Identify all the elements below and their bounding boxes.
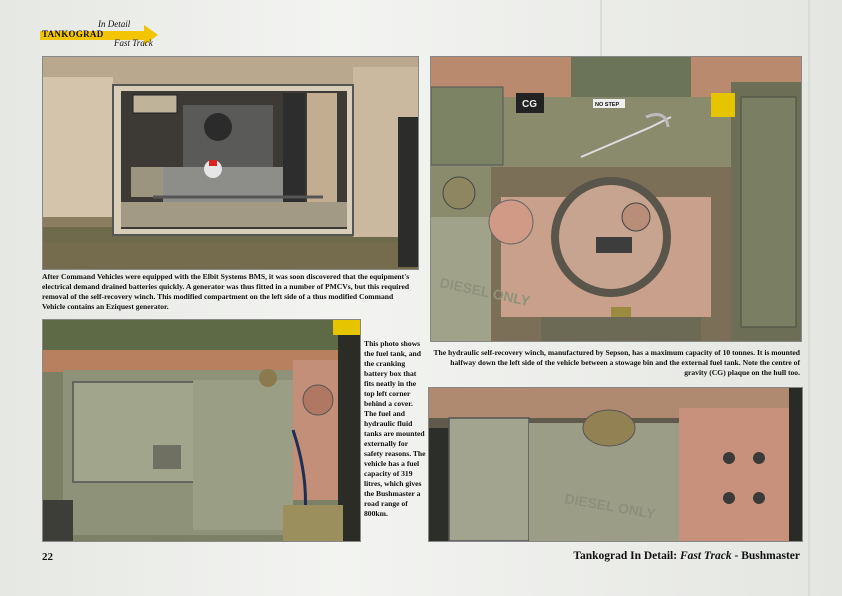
logo-brand: TANKOGRAD bbox=[42, 29, 104, 39]
background-stripe bbox=[808, 0, 810, 596]
footer-separator: - bbox=[734, 550, 739, 562]
caption-fuel-tank: This photo shows the fuel tank, and the cranking battery box that fits neatly in the top left corner behind a cover. The fuel and hydraulic fluid tanks are mounted externally for safety reasons. The vehicle has a fuel capacity of 319 litres, which gives the Bushmaster a road range of 800km. bbox=[364, 339, 426, 518]
fuel-tank-photo-illustration bbox=[43, 320, 360, 541]
winch-photo-illustration bbox=[431, 57, 801, 341]
diesel-stencil-bottom: DIESEL ONLY bbox=[563, 490, 657, 522]
photo-fuel-tank-closeup bbox=[428, 387, 803, 542]
diesel-stencil-right: DIESEL ONLY bbox=[438, 274, 532, 310]
footer-subject: Bushmaster bbox=[741, 550, 800, 562]
logo-line-1: In Detail bbox=[98, 19, 131, 29]
logo-line-2: Fast Track bbox=[114, 38, 153, 48]
caption-generator: After Command Vehicles were equipped with the Elbit Systems BMS, it was soon discovered that the equipment's electrical demand drained batteries quickly. A generator was thus fitted in a number of PMCVs, but this required removal of the self-recovery winch. This modified compartment on the left side of a thus modified Command Vehicle contains an Eziquest generator. bbox=[42, 272, 410, 311]
photo-generator-compartment bbox=[42, 56, 419, 270]
tank-closeup-photo-illustration bbox=[429, 388, 802, 541]
photo-fuel-tank bbox=[42, 319, 361, 542]
cg-plaque-label: CG bbox=[522, 99, 537, 110]
running-footer bbox=[573, 550, 800, 562]
footer-subseries: Fast Track bbox=[679, 550, 732, 562]
photo-self-recovery-winch bbox=[430, 56, 802, 342]
tankograd-logo bbox=[40, 20, 160, 50]
generator-photo-illustration bbox=[43, 57, 418, 269]
caption-winch: The hydraulic self-recovery winch, manufactured by Sepson, has a maximum capacity of 10 tonnes. It is mounted halfway down the left side of the vehicle between a stowage bin and the external fuel tank. Note the centre of gravity (CG) plaque on the hull too. bbox=[433, 348, 800, 377]
no-step-label: NO STEP bbox=[595, 102, 620, 108]
page-number: 22 bbox=[42, 551, 53, 563]
footer-series: Tankograd In Detail: bbox=[573, 550, 678, 562]
background-stripe bbox=[600, 0, 602, 56]
